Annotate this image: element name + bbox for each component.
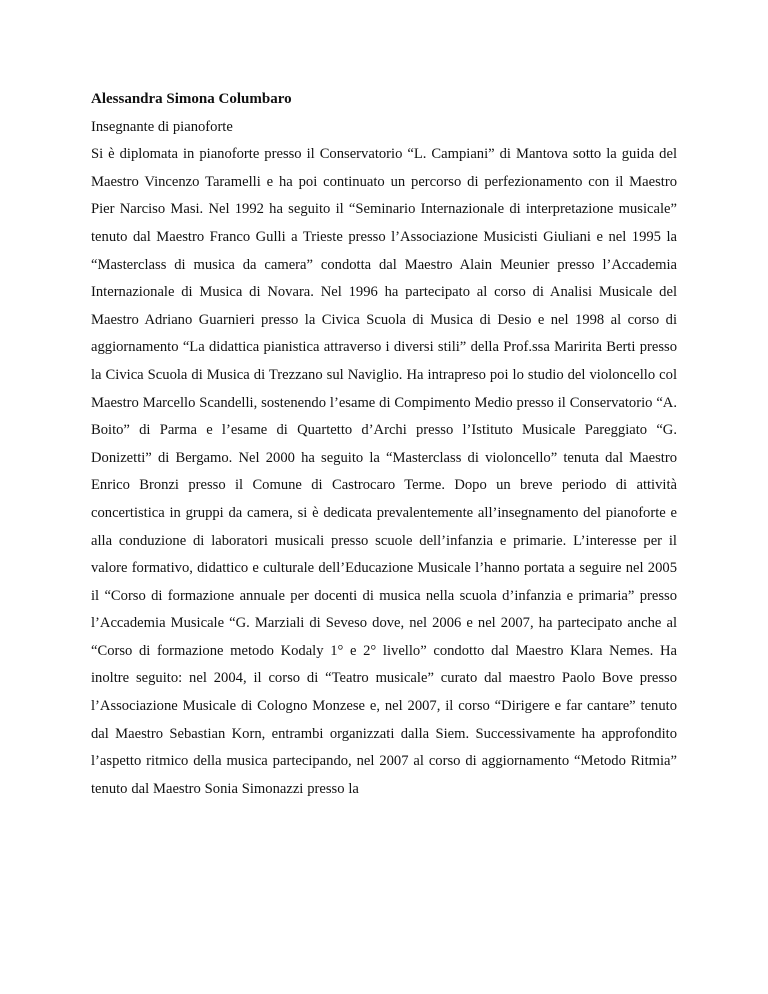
document-page	[91, 86, 677, 803]
author-name: Alessandra Simona Columbaro	[91, 91, 292, 107]
author-role: Insegnante di pianoforte	[91, 118, 233, 135]
biography-paragraph: Si è diplomata in pianoforte presso il Conservatorio “L. Campiani” di Mantova sotto la guida del Maestro Vincenzo Taramelli e ha poi continuato un percorso di perfezionamento con il Maestro Pier Narciso Masi. Nel 1992 ha seguito il “Seminario Internazionale di interpretazione musicale” tenuto dal Maestro Franco Gulli a Trieste presso l’Associazione Musicisti Giuliani e nel 1995 la “Masterclass di musica da camera” condotta dal Maestro Alain Meunier presso l’Accademia Internazionale di Musica di Novara. Nel 1996 ha partecipato al corso di Analisi Musicale del Maestro Adriano Guarnieri presso la Civica Scuola di Musica di Desio e nel 1998 al corso di aggiornamento “La didattica pianistica attraverso i diversi stili” della Prof.ssa Maririta Berti presso la Civica Scuola di Musica di Trezzano sul Naviglio. Ha intrapreso poi lo studio del violoncello col Maestro Marcello Scandelli, sostenendo l’esame di Compimento Medio presso il Conservatorio “A. Boito” di Parma e l’esame di Quartetto d’Archi presso l’Istituto Musicale Pareggiato “G. Donizetti” di Bergamo. Nel 2000 ha seguito la “Masterclass di violoncello” tenuta dal Maestro Enrico Bronzi presso il Comune di Castrocaro Terme. Dopo un breve periodo di attività concertistica in gruppi da camera, si è dedicata prevalentemente all’insegnamento del pianoforte e alla conduzione di laboratori musicali presso scuole dell’infanzia e primarie. L’interesse per il valore formativo, didattico e culturale dell’Educazione Musicale l’hanno portata a seguire nel 2005 il “Corso di formazione annuale per docenti di musica nella scuola d’infanzia e primaria” presso l’Accademia Musicale “G. Marziali di Seveso dove, nel 2006 e nel 2007, ha partecipato anche al “Corso di formazione metodo Kodaly 1° e 2° livello” condotto dal Maestro Klara Nemes. Ha inoltre seguito: nel 2004, il corso di “Teatro musicale” curato dal maestro Paolo Bove presso l’Associazione Musicale di Cologno Monzese e, nel 2007, il corso “Dirigere e far cantare” tenuto dal Maestro Sebastian Korn, entrambi organizzati dalla Siem. Successivamente ha approfondito l’aspetto ritmico della musica partecipando, nel 2007 al corso di aggiornamento “Metodo Ritmia” tenuto dal Maestro Sonia Simonazzi presso la	[91, 146, 677, 797]
